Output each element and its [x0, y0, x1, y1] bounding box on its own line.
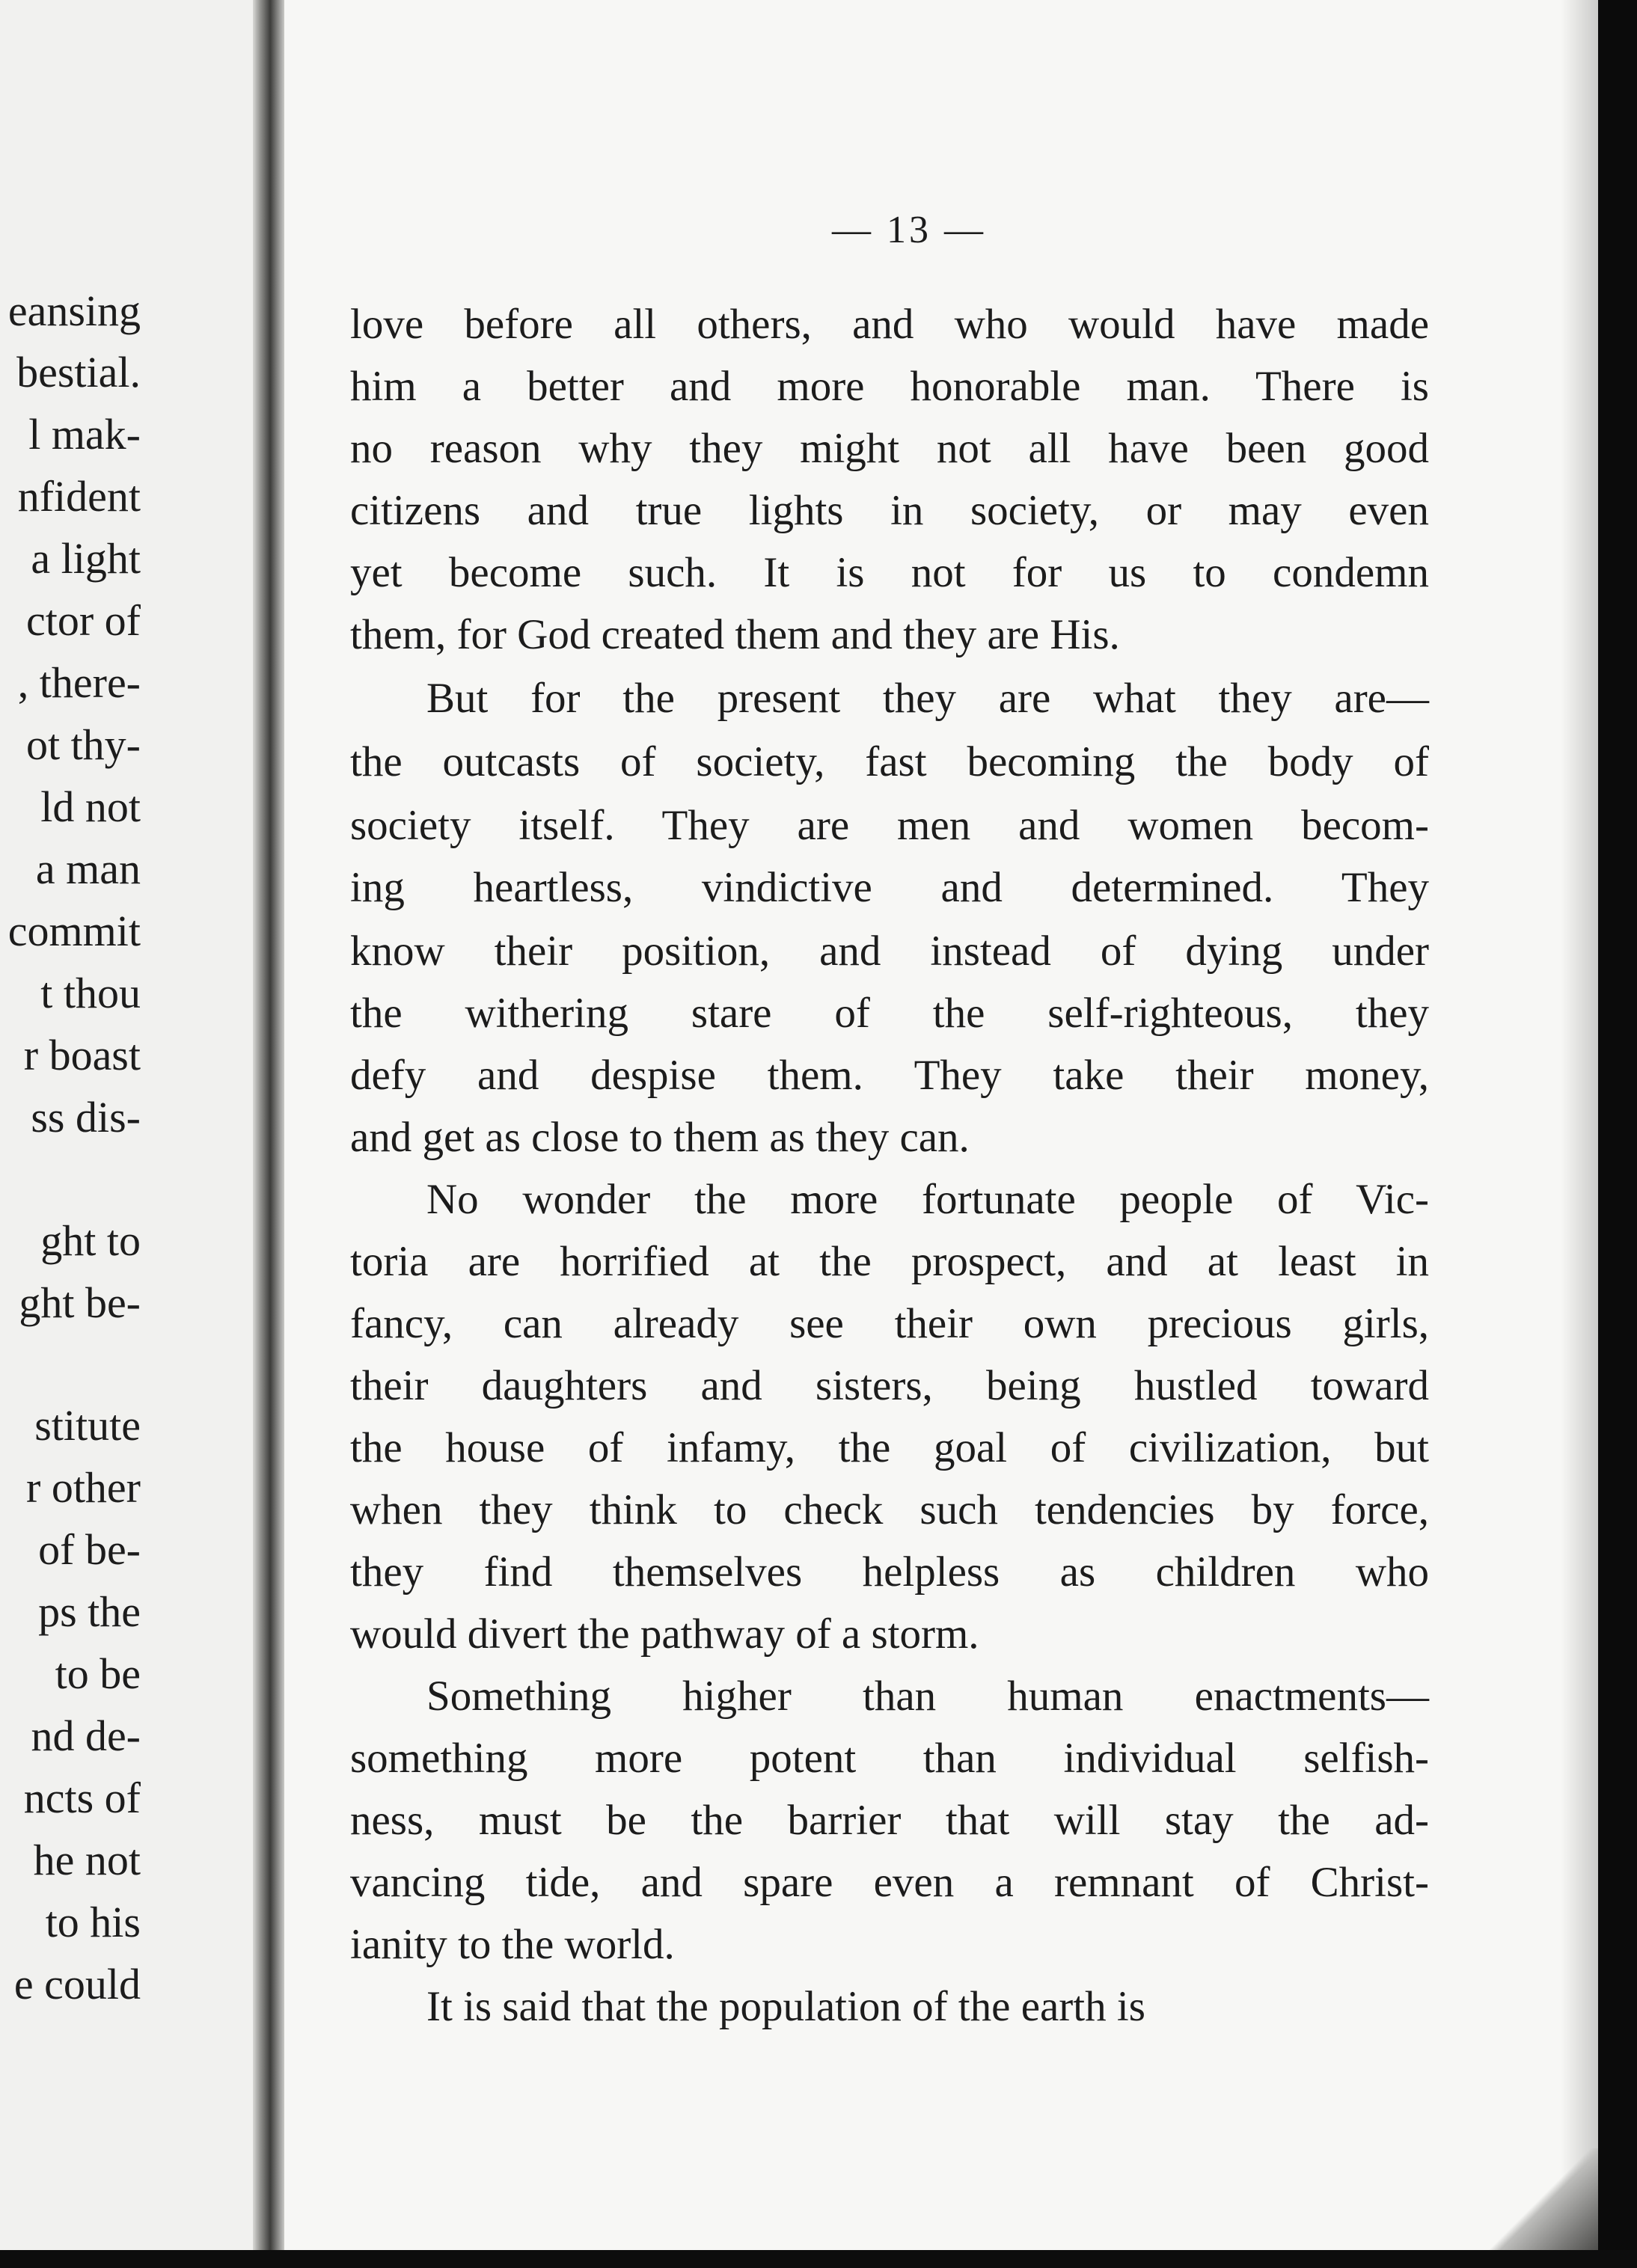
text-line: fancy, can already see their own precious girls,	[350, 1300, 1429, 1347]
page-number: — 13 —	[832, 209, 986, 251]
text-line: Something higher than human enactments—	[426, 1673, 1429, 1720]
left-text-line: eansing	[7, 286, 141, 335]
left-text-line: ld not	[40, 782, 141, 831]
left-text-line: stitute	[34, 1401, 141, 1450]
text-line: vancing tide, and spare even a remnant of Christ-	[350, 1859, 1429, 1906]
text-line: It is said that the population of the earth is	[426, 1983, 1145, 2030]
text-line: No wonder the more fortunate people of Vic-	[426, 1176, 1429, 1223]
text-line: But for the present they are what they are—	[426, 675, 1429, 722]
text-line: toria are horrified at the prospect, and at least in	[350, 1238, 1429, 1285]
text-line: they find themselves helpless as children who	[350, 1548, 1429, 1596]
text-line: when they think to check such tendencies by force,	[350, 1486, 1429, 1533]
left-text-line: a light	[31, 534, 141, 583]
left-text-line: bestial.	[16, 348, 141, 396]
text-line: citizens and true lights in society, or may even	[350, 487, 1429, 534]
left-text-line: he not	[33, 1836, 141, 1884]
scan-border	[0, 2250, 1637, 2268]
left-text-line: ncts of	[23, 1774, 141, 1822]
left-text-line: t thou	[40, 969, 141, 1017]
left-text-line: nd de-	[31, 1711, 141, 1760]
left-text-line: to his	[45, 1898, 141, 1946]
left-text-line: ss dis-	[31, 1093, 141, 1141]
text-line: yet become such. It is not for us to condemn	[350, 549, 1429, 596]
left-text-line: ps the	[38, 1587, 141, 1636]
left-text-line: to be	[55, 1649, 141, 1698]
left-text-line: commit	[7, 907, 141, 955]
text-line: the house of infamy, the goal of civilization, but	[350, 1424, 1429, 1471]
text-line: defy and despise them. They take their money,	[350, 1052, 1429, 1099]
left-text-line: of be-	[38, 1525, 141, 1574]
left-text-line: ot thy-	[25, 720, 141, 769]
text-line: know their position, and instead of dying under	[350, 928, 1429, 975]
text-line: something more potent than individual selfish-	[350, 1735, 1429, 1782]
text-line: him a better and more honorable man. There is	[350, 363, 1429, 410]
text-line: society itself. They are men and women becom-	[350, 802, 1429, 849]
text-line: them, for God created them and they are His.	[350, 611, 1120, 658]
text-line: no reason why they might not all have been good	[350, 425, 1429, 472]
left-page-fragment	[0, 0, 253, 2268]
page-edge-shadow	[1561, 0, 1598, 2268]
text-line: ianity to the world.	[350, 1921, 675, 1968]
left-text-line: nfident	[17, 472, 141, 521]
text-line: the withering stare of the self-righteous, they	[350, 990, 1429, 1037]
book-gutter	[253, 0, 284, 2268]
left-text-line: ght be-	[19, 1278, 141, 1327]
left-text-line: r boast	[23, 1031, 141, 1079]
left-text-line: ctor of	[26, 596, 141, 645]
left-text-line: e could	[13, 1960, 141, 2008]
text-line: their daughters and sisters, being hustled toward	[350, 1362, 1429, 1409]
text-line: love before all others, and who would have made	[350, 301, 1429, 348]
right-page	[284, 0, 1598, 2268]
text-line: ness, must be the barrier that will stay the ad-	[350, 1797, 1429, 1844]
text-line: and get as close to them as they can.	[350, 1114, 970, 1161]
text-line: would divert the pathway of a storm.	[350, 1610, 979, 1658]
left-text-line: ght to	[40, 1216, 141, 1265]
left-text-line: , there-	[17, 658, 141, 707]
left-text-line: l mak-	[28, 410, 141, 459]
left-text-line: r other	[26, 1463, 141, 1512]
text-line: the outcasts of society, fast becoming the body of	[350, 738, 1429, 785]
left-text-line: a man	[35, 845, 141, 893]
text-line: ing heartless, vindictive and determined. They	[350, 864, 1429, 911]
